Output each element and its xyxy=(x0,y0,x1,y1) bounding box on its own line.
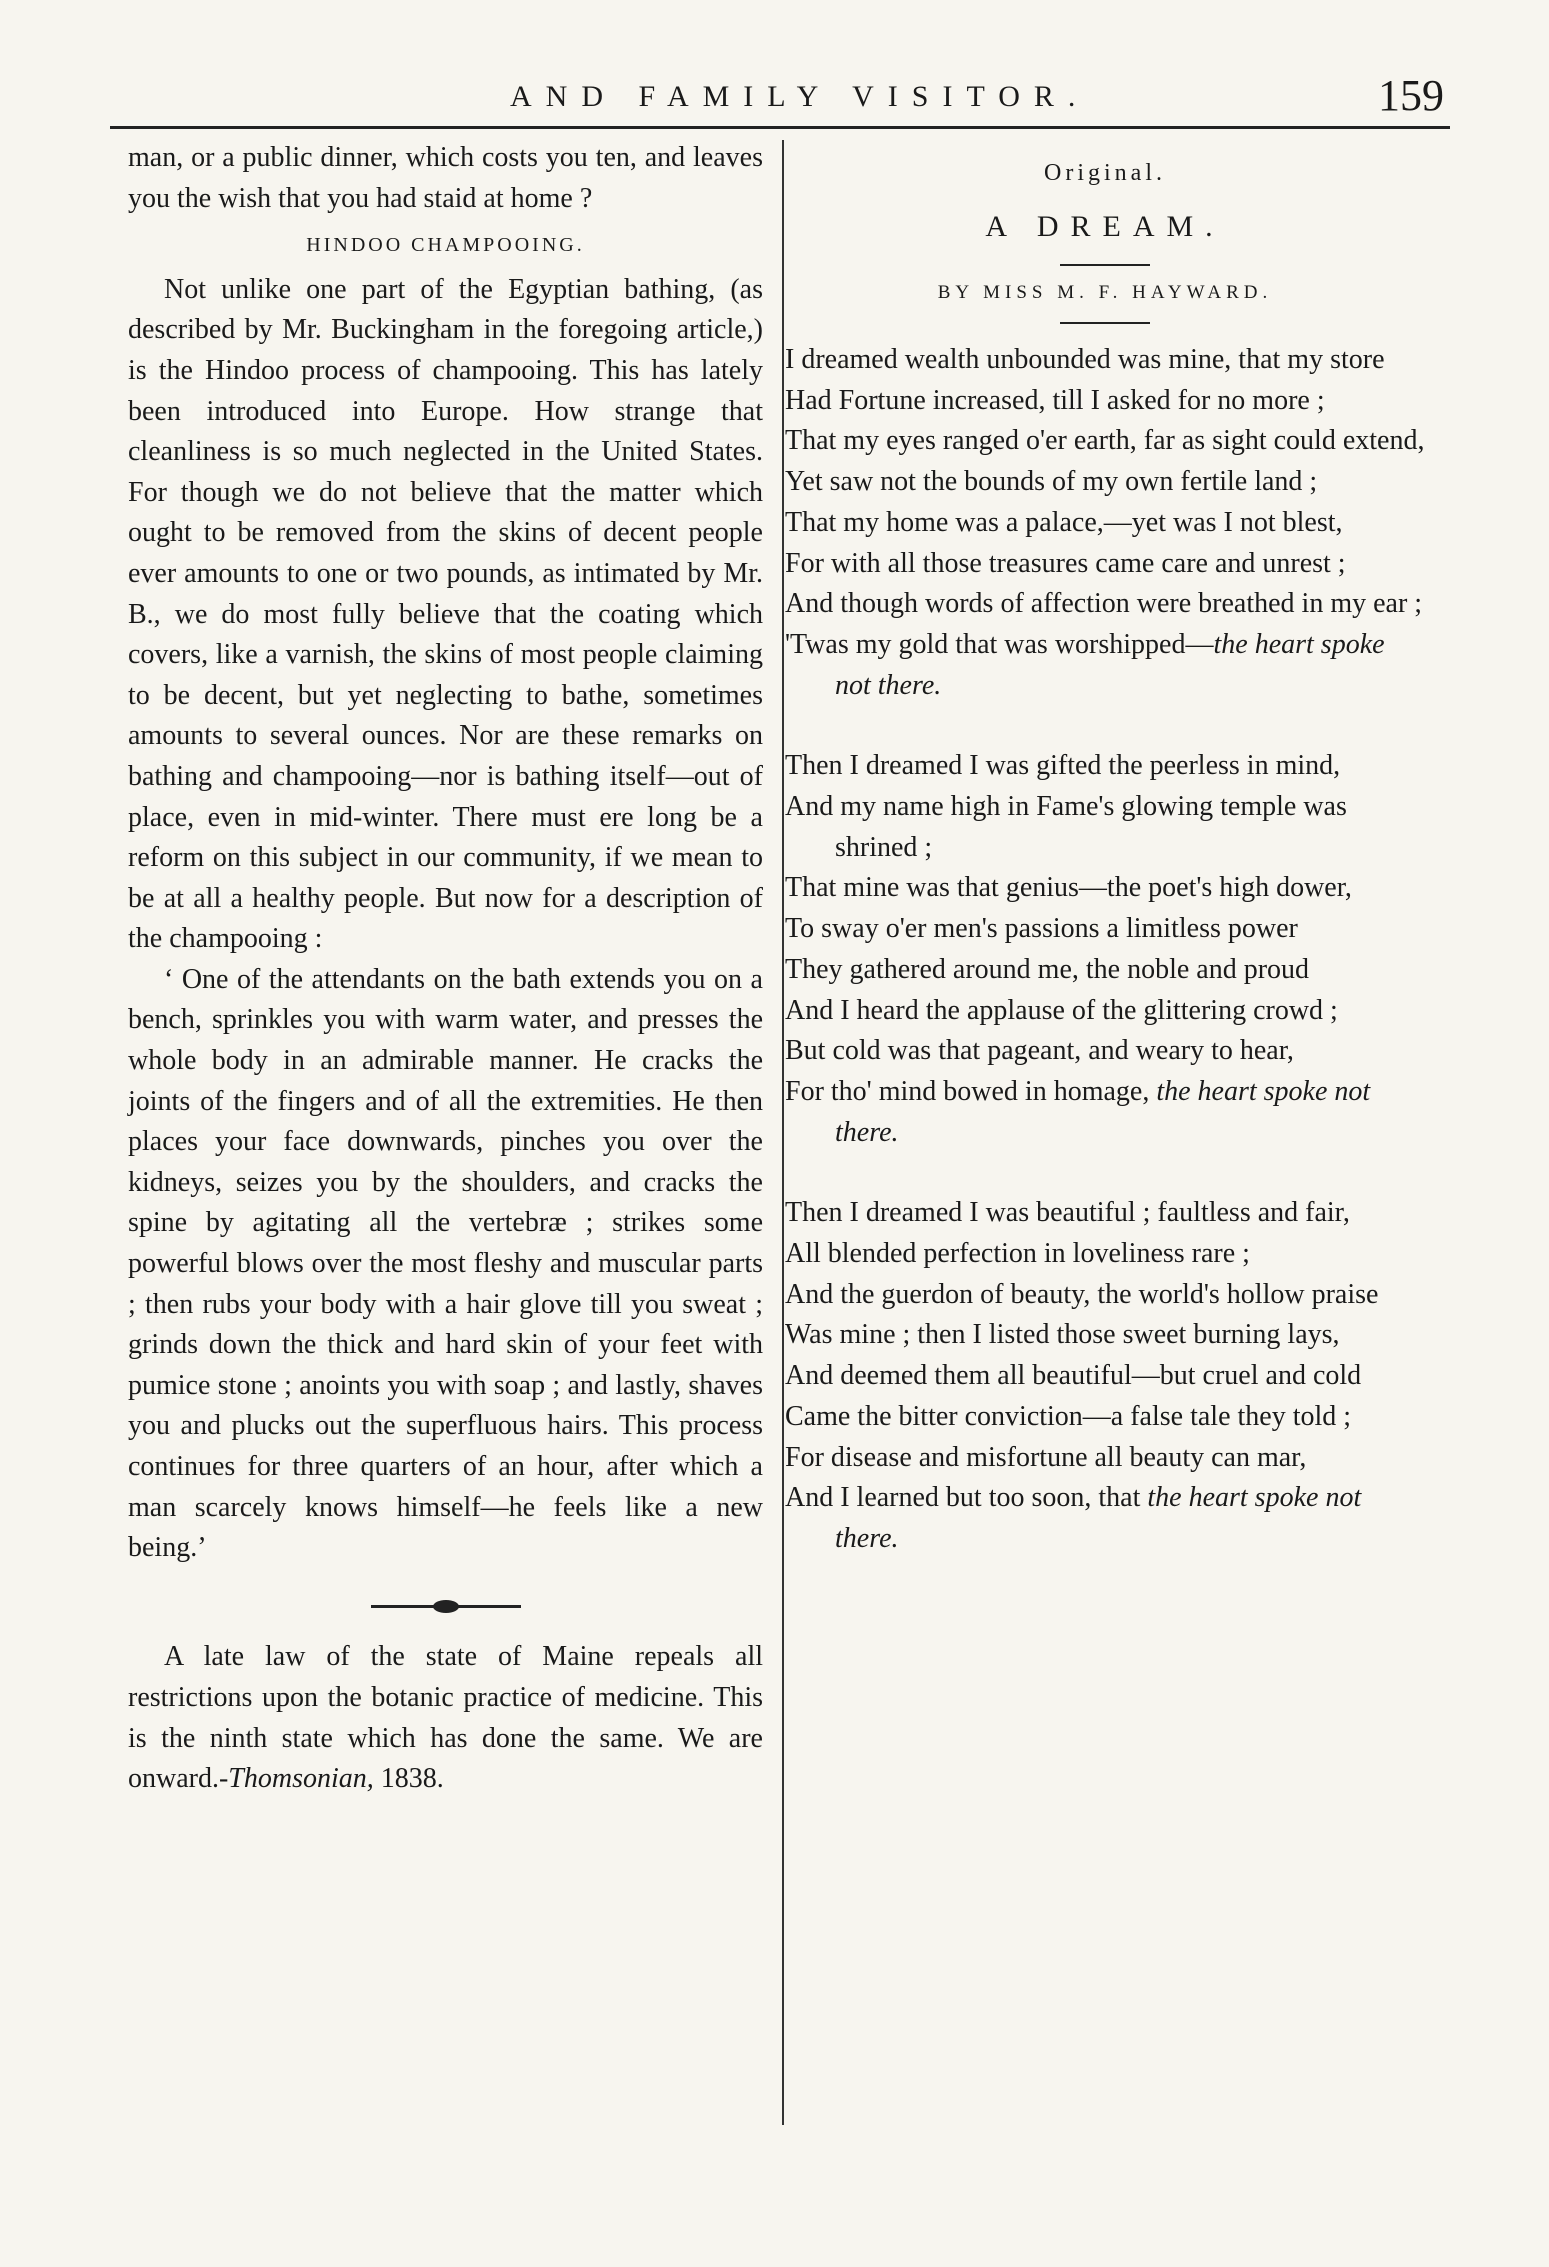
poem-line: That mine was that genius—the poet's high dower, xyxy=(785,872,1352,904)
poem-stanza xyxy=(785,1193,1425,1559)
news-source: Thomsonian, xyxy=(228,1763,374,1795)
refrain-italic: the heart spoke not there. xyxy=(835,1482,1362,1554)
news-text: A late law of the state of Maine repeals all restrictions upon the botanic practice of medicine. This is the ninth state which has done the same. We are onward.- xyxy=(128,1641,763,1795)
poem-line: Was mine ; then I listed those sweet burning lays, xyxy=(785,1319,1340,1351)
quoted-paragraph: ‘ One of the attendants on the bath extends you on a bench, sprinkles you with warm water, and presses the whole body in an admirable manner. He cracks the joints of the fingers and of all the extremities. He then places your face downwards, pinches you over the kidneys, seizes you by the shoulders, and cracks the spine by agitating all the vertebræ ; strikes some powerful blows over the most fleshy and muscular parts ; then rubs your body with a hair glove till you sweat ; grinds down the thick and hard skin of your feet with pumice stone ; anoints you with soap ; and lastly, shaves you and plucks out the superfluous hairs. This process continues for three quarters of an hour, after which a man scarcely knows himself—he feels like a new being.’ xyxy=(128,963,763,1564)
article-paragraph: Not unlike one part of the Egyptian bathing, (as described by Mr. Buckingham in the foregoing article,) is the Hindoo process of champooing. This has lately been introduced into Europe. How strange that cleanliness is so much neglected in the United States. For though we do not believe that the matter which ought to be removed from the skins of decent people ever amounts to one or two pounds, as intimated by Mr. B., we do most fully believe that the coating which covers, like a varnish, the skins of most people claiming to be decent, but yet neglecting to bathe, sometimes amounts to several ounces. Nor are these remarks on bathing and champooing—nor is bathing itself—out of place, even in mid-winter. There must ere long be a reform on this subject in our community, if we mean to be at all a healthy people. But now for a description of the champooing : xyxy=(128,273,763,955)
poem-byline: BY MISS M. F. HAYWARD. xyxy=(937,282,1273,303)
poem-line: Came the bitter conviction—a false tale they told ; xyxy=(785,1400,1352,1432)
byline-rule xyxy=(1060,322,1150,324)
poem-line: And my name high in Fame's glowing temple was shrined ; xyxy=(785,791,1347,863)
poem-line: And though words of affection were breathed in my ear ; xyxy=(785,588,1423,620)
poem-line: That my home was a palace,—yet was I not blest, xyxy=(785,506,1343,538)
section-heading: HINDOO CHAMPOOING. xyxy=(306,234,585,257)
poem-line: For disease and misfortune all beauty can mar, xyxy=(785,1441,1307,1473)
opening-paragraph: man, or a public dinner, which costs you ten, and leaves you the wish that you had staid at home ? xyxy=(128,142,763,214)
poem-line: To sway o'er men's passions a limitless power xyxy=(785,913,1298,945)
right-column xyxy=(785,140,1425,1560)
poem-line: All blended perfection in loveliness rare ; xyxy=(785,1238,1250,1270)
poem-line: I dreamed wealth unbounded was mine, that my store xyxy=(785,344,1385,375)
page-header xyxy=(110,70,1450,130)
poem-line: Then I dreamed I was gifted the peerless in mind, xyxy=(785,750,1341,782)
news-year: 1838. xyxy=(373,1763,444,1795)
title-rule xyxy=(1060,264,1150,266)
poem-body xyxy=(785,340,1425,1560)
poem-refrain-line xyxy=(785,1478,1425,1559)
poem-line: They gathered around me, the noble and proud xyxy=(785,953,1310,985)
poem-refrain-line xyxy=(785,1072,1425,1153)
divider-ornament xyxy=(128,1585,763,1626)
poem-line: And I heard the applause of the glittering crowd ; xyxy=(785,994,1338,1026)
poem-line: That my eyes ranged o'er earth, far as sight could extend, xyxy=(785,425,1425,457)
column-divider xyxy=(782,140,784,2125)
header-rule xyxy=(110,126,1450,129)
poem-line: Yet saw not the bounds of my own fertile land ; xyxy=(785,466,1318,498)
poem-refrain-line xyxy=(785,625,1425,706)
poem-line: For with all those treasures came care and unrest ; xyxy=(785,547,1346,579)
news-paragraph xyxy=(128,1637,763,1799)
poem-title: A DREAM. xyxy=(985,210,1225,243)
poem-line: Had Fortune increased, till I asked for no more ; xyxy=(785,384,1325,416)
original-label: Original. xyxy=(1044,160,1166,186)
poem-stanza xyxy=(785,746,1425,1153)
left-column xyxy=(128,138,763,1800)
refrain-italic: the heart spoke not there. xyxy=(835,1075,1371,1148)
poem-line: And deemed them all beautiful—but cruel and cold xyxy=(785,1360,1362,1392)
page-number: 159 xyxy=(1378,71,1444,120)
refrain-text: 'Twas my gold that was worshipped— xyxy=(785,628,1214,660)
refrain-italic: the heart spoke not there. xyxy=(835,628,1385,701)
poem-line: And the guerdon of beauty, the world's hollow praise xyxy=(785,1278,1379,1310)
refrain-text: And I learned but too soon, that xyxy=(785,1482,1148,1514)
poem-stanza xyxy=(785,340,1425,706)
running-title: AND FAMILY VISITOR. xyxy=(510,80,1090,113)
poem-line: Then I dreamed I was beautiful ; faultless and fair, xyxy=(785,1197,1350,1229)
refrain-text: For tho' mind bowed in homage, xyxy=(785,1075,1157,1107)
poem-line: But cold was that pageant, and weary to hear, xyxy=(785,1035,1294,1067)
